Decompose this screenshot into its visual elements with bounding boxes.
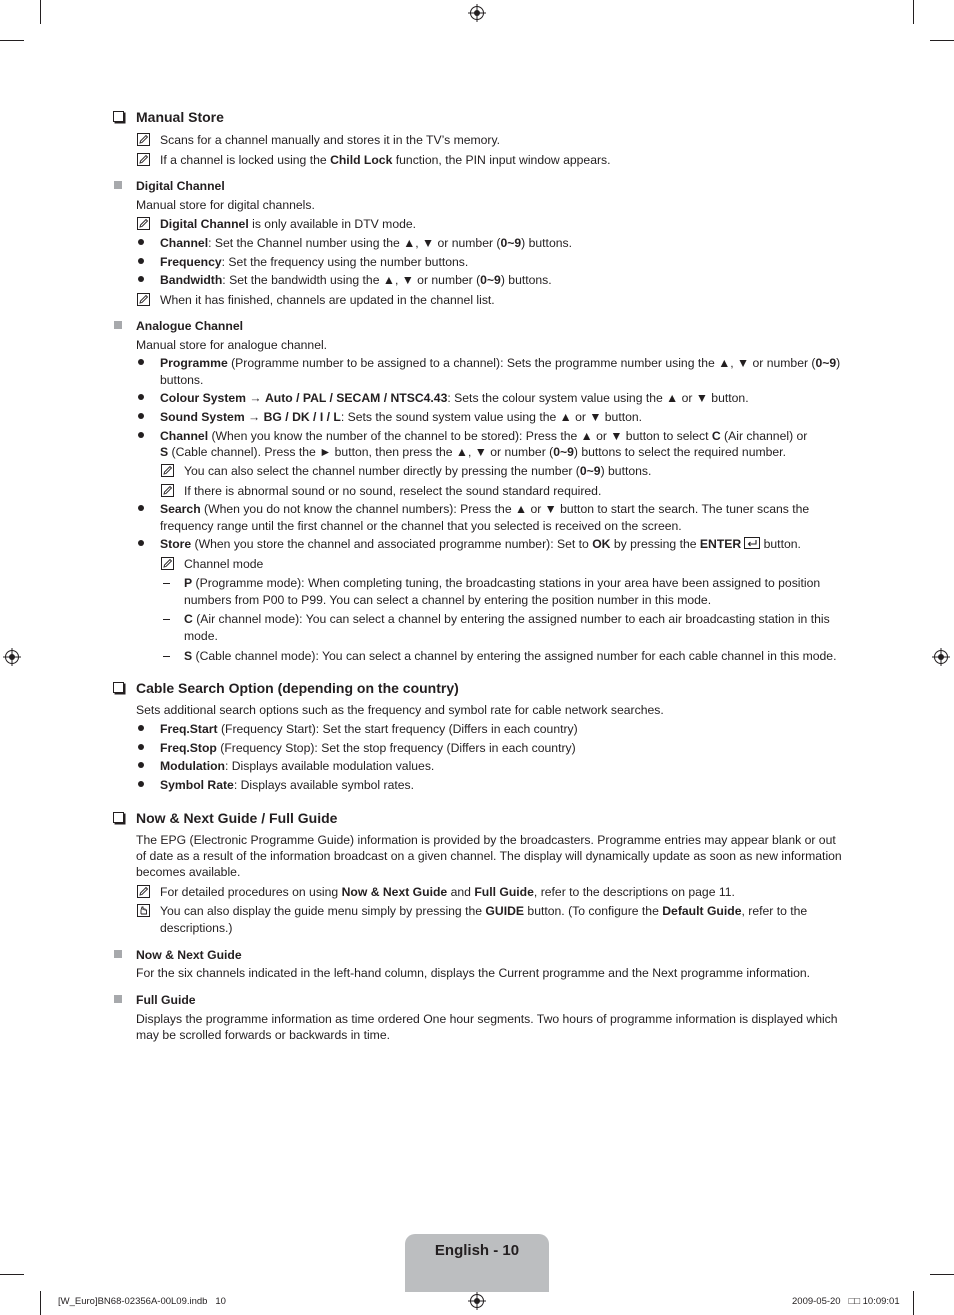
crop-mark: [0, 1274, 24, 1275]
subsection-title-digital-channel: Digital Channel: [136, 179, 225, 193]
bullet-text-continued: buttons.: [160, 373, 204, 387]
paragraph-line: The EPG (Electronic Programme Guide) information is provided by the broadcasters. Programme entries may appear blank or out: [136, 833, 836, 847]
enter-key-icon: [744, 537, 760, 549]
text-run-bold: Child Lock: [330, 153, 393, 167]
text-run: (When you store the channel and associated programme number): Set to: [191, 537, 593, 551]
text-run-bold: Frequency: [160, 255, 222, 269]
text-run-bold: Colour System: [160, 391, 247, 405]
text-run: ) buttons to select the required number.: [573, 445, 786, 459]
round-bullet: [138, 276, 144, 282]
bullet-text: [160, 501, 809, 517]
crop-mark: [913, 1291, 914, 1315]
text-run: button.: [760, 537, 801, 551]
text-run: : Set the Channel number using the ▲, ▼ or number (: [208, 236, 501, 250]
bullet-text: [160, 758, 434, 774]
text-run: ): [836, 356, 841, 370]
bullet-text: [160, 721, 578, 737]
paragraph-line: of date as a result of the information broadcast on a given channel. The display will dynamically update as soon as new information: [136, 849, 842, 863]
bullet-text: [160, 254, 468, 270]
tip-text: [160, 903, 807, 919]
round-bullet: [138, 744, 144, 750]
crop-mark: [930, 40, 954, 41]
dash-bullet: [163, 583, 170, 584]
text-run-bold: 0~9: [480, 273, 501, 287]
text-run-bold: OK: [592, 537, 611, 551]
square-bullet: [114, 950, 122, 958]
note-pencil-icon: [161, 484, 174, 497]
round-bullet: [138, 781, 144, 787]
subsection-description: Manual store for digital channels.: [136, 198, 315, 212]
section-title-guide: Now & Next Guide / Full Guide: [136, 810, 338, 826]
square-bullet: [114, 321, 122, 329]
text-run-bold: 0~9: [815, 356, 837, 370]
crop-mark: [40, 0, 41, 24]
text-run-bold: Search: [160, 502, 201, 516]
text-run: (Cable channel mode): You can select a channel by entering the assigned number for each cable channel in this mode.: [192, 649, 837, 663]
text-run: and: [447, 885, 475, 899]
text-run: →: [244, 410, 264, 424]
round-bullet: [138, 540, 144, 546]
text-run-bold: Digital Channel: [160, 217, 249, 231]
round-bullet: [138, 394, 144, 400]
round-bullet: [138, 432, 144, 438]
text-run: (Frequency Start): Set the start frequency (Differs in each country): [217, 722, 578, 736]
dash-bullet: [163, 656, 170, 657]
subsection-description-continued: may be scrolled forwards or backwards in time.: [136, 1028, 390, 1042]
text-run: : Sets the colour system value using the ▲ or ▼ button.: [447, 391, 749, 405]
bullet-text-continued: frequency range until the first channel or the channel that you selected is received on the screen.: [160, 519, 682, 533]
bullet-text: [160, 390, 749, 406]
text-run: You can also select the channel number directly by pressing the number (: [184, 464, 580, 478]
section-title-manual-store: Manual Store: [136, 109, 224, 125]
crop-mark: [40, 1291, 41, 1315]
round-bullet: [138, 413, 144, 419]
text-run-bold: Channel: [160, 236, 209, 250]
text-run-bold: Now & Next Guide: [341, 885, 448, 899]
note-text: [160, 152, 611, 168]
text-run: (When you do not know the channel numbers): Press the ▲ or ▼ button to start the search. The tuner scans the: [200, 502, 810, 516]
note-pencil-icon: [137, 133, 150, 146]
text-run: , refer to the: [741, 904, 808, 918]
registration-mark-icon: [932, 648, 950, 666]
bullet-text: [160, 409, 642, 425]
subsection-title-full-guide: Full Guide: [136, 993, 196, 1007]
note-pencil-icon: [137, 217, 150, 230]
text-run-bold: C: [184, 612, 193, 626]
text-run: If a channel is locked using the: [160, 153, 331, 167]
text-run-bold: Channel: [160, 429, 209, 443]
text-run-bold: Freq.Start: [160, 722, 218, 736]
subsection-description: Manual store for analogue channel.: [136, 338, 328, 352]
registration-mark-icon: [468, 1292, 486, 1310]
round-bullet: [138, 239, 144, 245]
note-text: Scans for a channel manually and stores it in the TV’s memory.: [160, 133, 501, 147]
text-run-bold: Symbol Rate: [160, 778, 234, 792]
section-title-cable-search-option: Cable Search Option (depending on the country): [136, 680, 459, 696]
bullet-text: [160, 536, 801, 552]
text-run: ) buttons.: [500, 273, 552, 287]
round-bullet: [138, 505, 144, 511]
checkbox-bullet: [113, 111, 124, 122]
checkbox-bullet: [113, 682, 124, 693]
round-bullet: [138, 725, 144, 731]
print-slug-right: 2009-05-20 □□ 10:09:01: [792, 1296, 900, 1307]
subsection-title-analogue-channel: Analogue Channel: [136, 319, 243, 333]
note-text: [184, 463, 651, 479]
text-run: You can also display the guide menu simply by pressing the: [160, 904, 486, 918]
dash-item-text: [184, 575, 820, 591]
text-run: : Displays available modulation values.: [224, 759, 435, 773]
text-run-bold: GUIDE: [485, 904, 525, 918]
subsection-description: Displays the programme information as time ordered One hour segments. Two hours of programme information is displayed which: [136, 1012, 838, 1026]
text-run: is only available in DTV mode.: [248, 217, 417, 231]
note-text: If there is abnormal sound or no sound, reselect the sound standard required.: [184, 484, 602, 498]
page-number-label: English - 10: [434, 1242, 520, 1259]
subsection-description: For the six channels indicated in the left-hand column, displays the Current programme and the Next programme information.: [136, 966, 811, 980]
crop-mark: [930, 1274, 954, 1275]
tip-text-continued: descriptions.): [160, 921, 233, 935]
dash-item-text: [184, 648, 836, 664]
round-bullet: [138, 359, 144, 365]
text-run: button. (To configure the: [524, 904, 663, 918]
text-run-bold: 0~9: [500, 236, 522, 250]
print-slug-left: [W_Euro]BN68-02356A-00L09.indb 10: [58, 1296, 226, 1307]
text-run-bold: Freq.Stop: [160, 741, 217, 755]
text-run-bold: P: [184, 576, 193, 590]
bullet-text: [160, 272, 552, 288]
bullet-text: [160, 740, 576, 756]
note-pencil-icon: [137, 293, 150, 306]
square-bullet: [114, 181, 122, 189]
text-run-bold: Default Guide: [662, 904, 742, 918]
paragraph-line: becomes available.: [136, 865, 241, 879]
text-run-bold: S: [160, 445, 169, 459]
note-pencil-icon: [161, 464, 174, 477]
text-run: function, the PIN input window appears.: [392, 153, 611, 167]
crop-mark: [0, 40, 24, 41]
text-run-bold: Modulation: [160, 759, 225, 773]
text-run: (Programme mode): When completing tuning, the broadcasting stations in your area have been assigned to position: [192, 576, 821, 590]
dash-item-text-continued: numbers from P00 to P99. You can select a channel by entering the position number in this mode.: [184, 593, 712, 607]
checkbox-bullet: [113, 812, 124, 823]
round-bullet: [138, 258, 144, 264]
text-run: : Set the frequency using the number buttons.: [221, 255, 469, 269]
note-text: When it has finished, channels are updated in the channel list.: [160, 293, 495, 307]
square-bullet: [114, 995, 122, 1003]
text-run: (When you know the number of the channel to be stored): Press the ▲ or ▼ button to select: [208, 429, 712, 443]
dash-item-text-continued: mode.: [184, 629, 218, 643]
note-text: [160, 884, 735, 900]
bullet-text-continued: [160, 444, 786, 460]
section-description: Sets additional search options such as the frequency and symbol rate for cable network searches.: [136, 703, 664, 717]
text-run: For detailed procedures on using: [160, 885, 342, 899]
tip-hand-icon: [137, 904, 150, 917]
text-run-bold: Auto / PAL / SECAM / NTSC4.43: [264, 391, 448, 405]
subsection-title-now-next-guide: Now & Next Guide: [136, 948, 242, 962]
text-run-bold: 0~9: [553, 445, 574, 459]
text-run: : Set the bandwidth using the ▲, ▼ or number (: [222, 273, 481, 287]
crop-mark: [913, 0, 914, 24]
round-bullet: [138, 762, 144, 768]
text-run-bold: S: [184, 649, 193, 663]
note-pencil-icon: [137, 153, 150, 166]
text-run: (Programme number to be assigned to a channel): Sets the programme number using the ▲, ▼ or number (: [227, 356, 816, 370]
note-text: [160, 216, 416, 232]
dash-bullet: [163, 619, 170, 620]
text-run-bold: Full Guide: [474, 885, 534, 899]
text-run-bold: Sound System: [160, 410, 245, 424]
text-run-bold: Store: [160, 537, 192, 551]
bullet-text: [160, 235, 572, 251]
text-run: (Air channel) or: [720, 429, 808, 443]
text-run-bold: C: [711, 429, 721, 443]
text-run: (Frequency Stop): Set the stop frequency (Differs in each country): [216, 741, 576, 755]
text-run: (Cable channel). Press the ► button, then press the ▲, ▼ or number (: [168, 445, 554, 459]
text-run-bold: ENTER: [699, 537, 742, 551]
text-run-bold: Bandwidth: [160, 273, 223, 287]
text-run: →: [246, 391, 265, 405]
registration-mark-icon: [468, 4, 486, 22]
text-run: , refer to the descriptions on page 11.: [533, 885, 735, 899]
text-run: by pressing the: [610, 537, 700, 551]
text-run: : Displays available symbol rates.: [233, 778, 415, 792]
dash-item-text: [184, 611, 830, 627]
bullet-text: [160, 428, 807, 444]
bullet-text: [160, 355, 840, 371]
note-pencil-icon: [161, 557, 174, 570]
text-run-bold: BG / DK / I / L: [263, 410, 341, 424]
text-run-bold: Programme: [160, 356, 228, 370]
text-run: : Sets the sound system value using the ▲ or ▼ button.: [340, 410, 643, 424]
text-run: ) buttons.: [521, 236, 572, 250]
text-run-bold: 0~9: [579, 464, 601, 478]
text-run: ) buttons.: [600, 464, 652, 478]
note-text: Channel mode: [184, 557, 264, 571]
text-run: (Air channel mode): You can select a channel by entering the assigned number to each air broadcasting station in this: [192, 612, 830, 626]
note-pencil-icon: [137, 885, 150, 898]
bullet-text: [160, 777, 414, 793]
registration-mark-icon: [3, 648, 21, 666]
